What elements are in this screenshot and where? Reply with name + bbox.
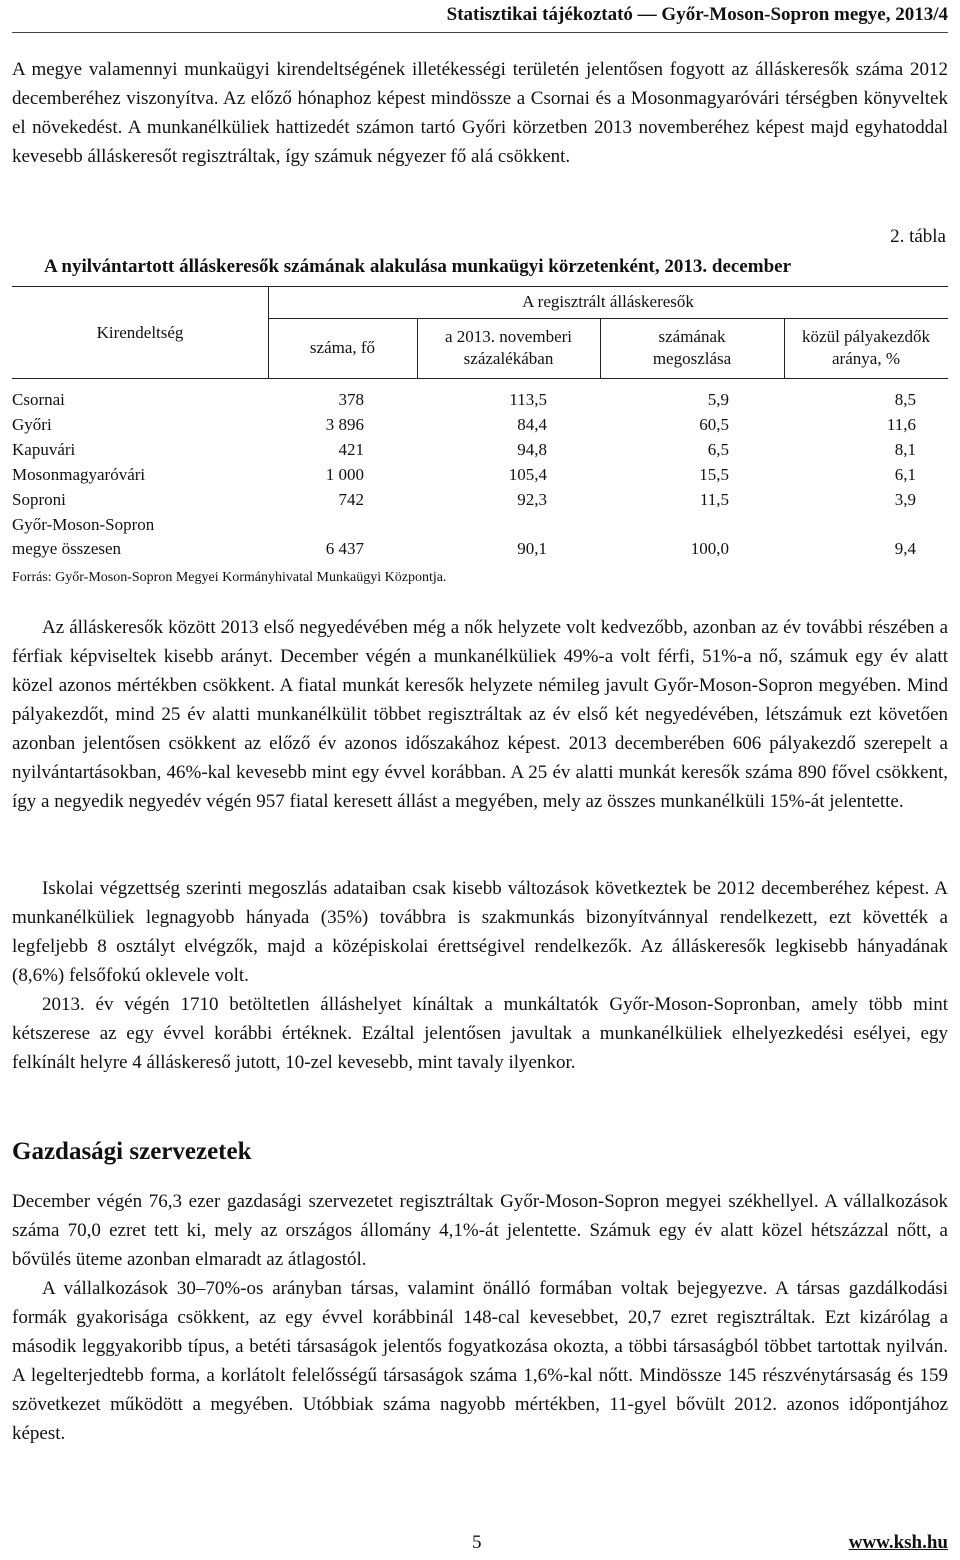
cell-november: 92,3 bbox=[517, 490, 547, 509]
cell-november: 105,4 bbox=[508, 465, 547, 484]
column-header-megoszlas: számának megoszlása bbox=[652, 327, 732, 368]
section-paragraph: A vállalkozások 30–70%-os arányban társas, valamint önálló formában voltak bejegyezve. A társas gazdálkodási formák gyakorisága csökkent, az egy évvel korábbinál 148-cal kevesebbet, 20,7 ezret regisztráltak. Ezt kizárólag a második leggyakoribb típus, a betéti társaságok jelentős fogyatkozása okozta, a többi társaságból többet tartottak nyilván. A legelterjedtebb forma, a korlátolt felelősségű társaságok száma 1,6%-kal nőtt. Mindössze 145 részvénytársaság és 159 szövetkezet működött a megyében. Utóbbiak száma nagyobb mértékben, 11-gyel bővült 2012. azonos időpontjához képest. bbox=[12, 1278, 948, 1444]
cell-palyakezdok: 8,5 bbox=[894, 390, 916, 409]
row-label: Kapuvári bbox=[12, 440, 76, 459]
cell-palyakezdok: 11,6 bbox=[886, 415, 916, 434]
cell-palyakezdok: 8,1 bbox=[894, 440, 916, 459]
cell-megoszlas: 15,5 bbox=[699, 465, 729, 484]
cell-november: 90,1 bbox=[517, 539, 547, 558]
cell-szama: 6 437 bbox=[325, 539, 364, 558]
row-label: megye összesen bbox=[12, 539, 122, 558]
cell-megoszlas: 100,0 bbox=[690, 539, 729, 558]
cell-szama: 1 000 bbox=[325, 465, 364, 484]
table-number: 2. tábla bbox=[890, 226, 946, 247]
cell-megoszlas: 6,5 bbox=[707, 440, 729, 459]
row-label: Mosonmagyaróvári bbox=[12, 465, 146, 484]
cell-megoszlas: 5,9 bbox=[707, 390, 729, 409]
running-title: Statisztikai tájékoztató — Győr-Moson-Sopron megye, 2013/4 bbox=[446, 4, 948, 25]
page-number: 5 bbox=[472, 1532, 482, 1553]
section-heading: Gazdasági szervezetek bbox=[12, 1138, 252, 1165]
column-group-header: A regisztrált álláskeresők bbox=[522, 292, 694, 311]
column-header-kirendeltseg: Kirendeltség bbox=[96, 323, 184, 342]
cell-palyakezdok: 9,4 bbox=[894, 539, 916, 558]
table-group-rule bbox=[268, 318, 948, 319]
cell-szama: 378 bbox=[338, 390, 364, 409]
cell-november: 113,5 bbox=[509, 390, 547, 409]
table-header-bottom-rule bbox=[12, 378, 948, 379]
section-paragraph: December végén 76,3 ezer gazdasági szervezetet regisztráltak Győr-Moson-Sopron megyei székhellyel. A vállalkozások száma 70,0 ezret tett ki, mely az országos állomány 4,1%-át jelentette. Számuk egy év alatt közel hétszázzal nőtt, a bővülés üteme azonban elmaradt az átlagostól. bbox=[12, 1191, 948, 1270]
cell-szama: 742 bbox=[338, 490, 364, 509]
row-label: Győr-Moson-Sopron bbox=[12, 515, 155, 534]
row-label: Soproni bbox=[12, 490, 66, 509]
cell-november: 84,4 bbox=[517, 415, 547, 434]
column-header-szama: száma, fő bbox=[309, 338, 376, 357]
cell-megoszlas: 60,5 bbox=[699, 415, 729, 434]
table-source-note: Forrás: Győr-Moson-Sopron Megyei Kormányhivatal Munkaügyi Központja. bbox=[12, 570, 447, 585]
cell-szama: 3 896 bbox=[325, 415, 364, 434]
cell-megoszlas: 11,5 bbox=[699, 490, 729, 509]
body-paragraph: 2013. év végén 1710 betöltetlen álláshelyet kínáltak a munkáltatók Győr-Moson-Sopronban, amely több mint kétszerese az egy évvel korábbi értéknek. Ezáltal jelentősen javultak a munkanélküliek elhelyezkedési esélyei, egy felkínált helyre 4 álláskereső jutott, 10-zel kevesebb, mint tavaly ilyenkor. bbox=[12, 994, 948, 1073]
intro-paragraph: A megye valamennyi munkaügyi kirendeltségének illetékességi területén jelentősen fogyott az álláskeresők száma 2012 decemberéhez viszonyítva. Az előző hónaphoz képest mindössze a Csornai és a Mosonmagyaróvári térségben könyveltek el növekedést. A munkanélküliek hattizedét számon tartó Győri körzetben 2013 novemberéhez képest majd egyhatoddal kevesebb álláskeresőt regisztráltak, így számuk négyezer fő alá csökkent. bbox=[12, 59, 948, 167]
header-rule bbox=[12, 32, 948, 33]
document-page bbox=[12, 0, 948, 1560]
column-header-palyakezdok: közül pályakezdők aránya, % bbox=[802, 327, 930, 368]
row-label: Csornai bbox=[12, 390, 65, 409]
table-title: A nyilvántartott álláskeresők számának alakulása munkaügyi körzetenként, 2013. december bbox=[44, 256, 792, 277]
cell-palyakezdok: 3,9 bbox=[894, 490, 916, 509]
cell-november: 94,8 bbox=[517, 440, 547, 459]
cell-palyakezdok: 6,1 bbox=[894, 465, 916, 484]
cell-szama: 421 bbox=[338, 440, 364, 459]
body-paragraph: Iskolai végzettség szerinti megoszlás adataiban csak kisebb változások következtek be 2012 decemberéhez képest. A munkanélküliek legnagyobb hányada (35%) továbbra is szakmunkás bizonyítvánnyal rendelkezett, ezt követték a legfeljebb 8 osztályt elvégzők, majd a középiskolai érettségivel rendelkezők. Az álláskeresők legkisebb hányadának (8,6%) felsőfokú oklevele volt. bbox=[12, 878, 948, 986]
ksh-website-link[interactable]: www.ksh.hu bbox=[848, 1532, 948, 1553]
column-header-november: a 2013. novemberi százalékában bbox=[445, 327, 572, 368]
table-top-rule bbox=[12, 286, 948, 287]
row-label: Győri bbox=[12, 415, 52, 434]
body-paragraph: Az álláskeresők között 2013 első negyedévében még a nők helyzete volt kedvezőbb, azonban az év további részében a férfiak képviseltek kisebb arányt. December végén a munkanélküliek 49%-a volt férfi, 51%-a nő, számuk egy év alatt közel azonos mértékben csökkent. A fiatal munkát keresők helyzete némileg javult Győr-Moson-Sopron megyében. Mind pályakezdőt, mind 25 év alatti munkanélkülit többet regisztráltak az év első két negyedévében, létszámuk ezt követően azonban jelentősen csökkent az előző év azonos időszakához képest. 2013 decemberében 606 pályakezdő szerepelt a nyilvántartásokban, 46%-kal kevesebb mint egy évvel korábban. A 25 év alatti munkát keresők száma 890 fővel csökkent, így a negyedik negyedév végén 957 fiatal keresett állást a megyében, mely az összes munkanélküli 15%-át jelentette. bbox=[12, 617, 948, 812]
